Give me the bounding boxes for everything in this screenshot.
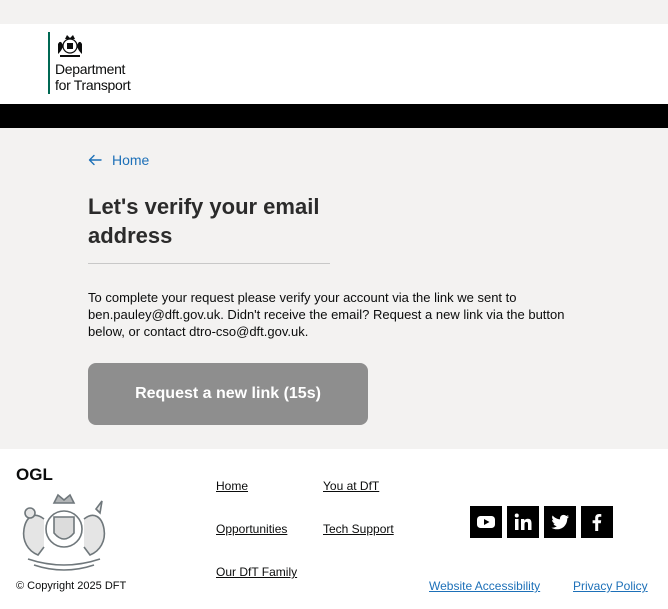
back-link-label: Home: [112, 152, 150, 168]
youtube-icon[interactable]: [470, 506, 502, 538]
privacy-policy-link[interactable]: Privacy Policy: [573, 579, 648, 593]
logo-text-line2: for Transport: [55, 77, 131, 93]
site-footer: [0, 449, 668, 609]
footer-link-opportunities[interactable]: Opportunities: [216, 522, 288, 536]
website-accessibility-link[interactable]: Website Accessibility: [429, 579, 541, 593]
main-content: [0, 128, 668, 449]
top-strip: [0, 0, 668, 24]
royal-crest-icon: [54, 32, 86, 58]
title-divider: [88, 263, 330, 264]
back-home-link[interactable]: [88, 152, 149, 168]
header-black-bar: [0, 104, 668, 128]
page-title: Let's verify your email address: [88, 194, 320, 248]
facebook-icon[interactable]: [581, 506, 613, 538]
request-new-link-button[interactable]: Request a new link (15s): [88, 363, 368, 425]
linkedin-icon[interactable]: [507, 506, 539, 538]
arrow-left-icon: [88, 153, 102, 167]
ogl-logo-text: OGL: [16, 465, 53, 483]
site-header: [0, 24, 668, 104]
copyright-text: © Copyright 2025 DFT: [16, 580, 127, 592]
logo-brand-bar: [48, 32, 50, 94]
royal-coat-of-arms-icon: [14, 489, 114, 571]
footer-link-tech-support[interactable]: Tech Support: [323, 522, 394, 536]
footer-link-our-dft-family[interactable]: Our DfT Family: [216, 565, 298, 579]
twitter-icon[interactable]: [544, 506, 576, 538]
dft-logo[interactable]: [48, 32, 150, 96]
instructions-text: To complete your request please verify your account via the link we sent to ben.pauley@dft.gov.uk. Didn't receive the email? Request a new link via the button below, or contact dtro-cso@dft.gov.uk.: [88, 290, 565, 339]
footer-link-you-at-dft[interactable]: You at DfT: [323, 479, 380, 493]
ogl-logo-icon[interactable]: [16, 465, 58, 483]
footer-link-home[interactable]: Home: [216, 479, 249, 493]
logo-text-line1: Department: [55, 61, 126, 77]
